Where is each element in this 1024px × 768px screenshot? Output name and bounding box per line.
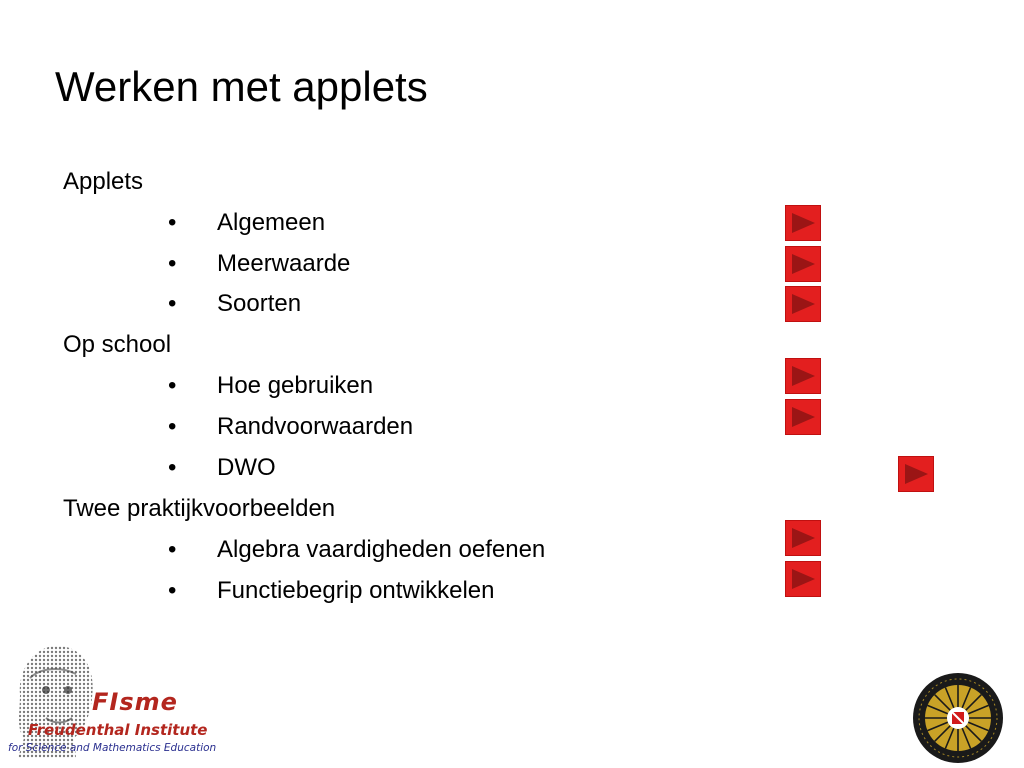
bullet-marker: • [168,372,177,399]
section-heading-applets: Applets [63,168,144,195]
play-triangle-icon [898,456,934,492]
list-item-algemeen: Algemeen [217,209,326,236]
play-button-soorten[interactable] [785,286,821,322]
play-triangle-icon [785,358,821,394]
list-item-functiebegrip: Functiebegrip ontwikkelen [217,577,495,604]
play-triangle-icon [785,286,821,322]
play-triangle-icon [785,561,821,597]
fisme-logo-text: FIsme [92,688,178,716]
slide-title: Werken met applets [55,63,428,110]
list-item-randvoorwaarden: Randvoorwaarden [217,413,414,440]
play-button-hoe-gebruiken[interactable] [785,358,821,394]
play-button-randvoorwaarden[interactable] [785,399,821,435]
bullet-marker: • [168,454,177,481]
bullet-marker: • [168,209,177,236]
play-triangle-icon [785,520,821,556]
bullet-marker: • [168,290,177,317]
freudenthal-institute-subtitle: for Science and Mathematics Education [8,742,217,754]
bullet-marker: • [168,413,177,440]
section-heading-praktijkvoorbeelden: Twee praktijkvoorbeelden [63,495,336,522]
play-button-dwo[interactable] [898,456,934,492]
university-seal-icon [912,672,1004,764]
section-heading-op-school: Op school [63,331,172,358]
play-button-functiebegrip[interactable] [785,561,821,597]
list-item-soorten: Soorten [217,290,302,317]
list-item-meerwaarde: Meerwaarde [217,250,351,277]
list-item-dwo: DWO [217,454,276,481]
bullet-marker: • [168,250,177,277]
play-button-meerwaarde[interactable] [785,246,821,282]
freudenthal-institute-name: Freudenthal Institute [28,721,208,739]
play-triangle-icon [785,246,821,282]
play-button-algemeen[interactable] [785,205,821,241]
play-triangle-icon [785,399,821,435]
list-item-algebra-vaardigheden: Algebra vaardigheden oefenen [217,536,546,563]
bullet-marker: • [168,577,177,604]
list-item-hoe-gebruiken: Hoe gebruiken [217,372,374,399]
play-button-algebra[interactable] [785,520,821,556]
play-triangle-icon [785,205,821,241]
bullet-marker: • [168,536,177,563]
